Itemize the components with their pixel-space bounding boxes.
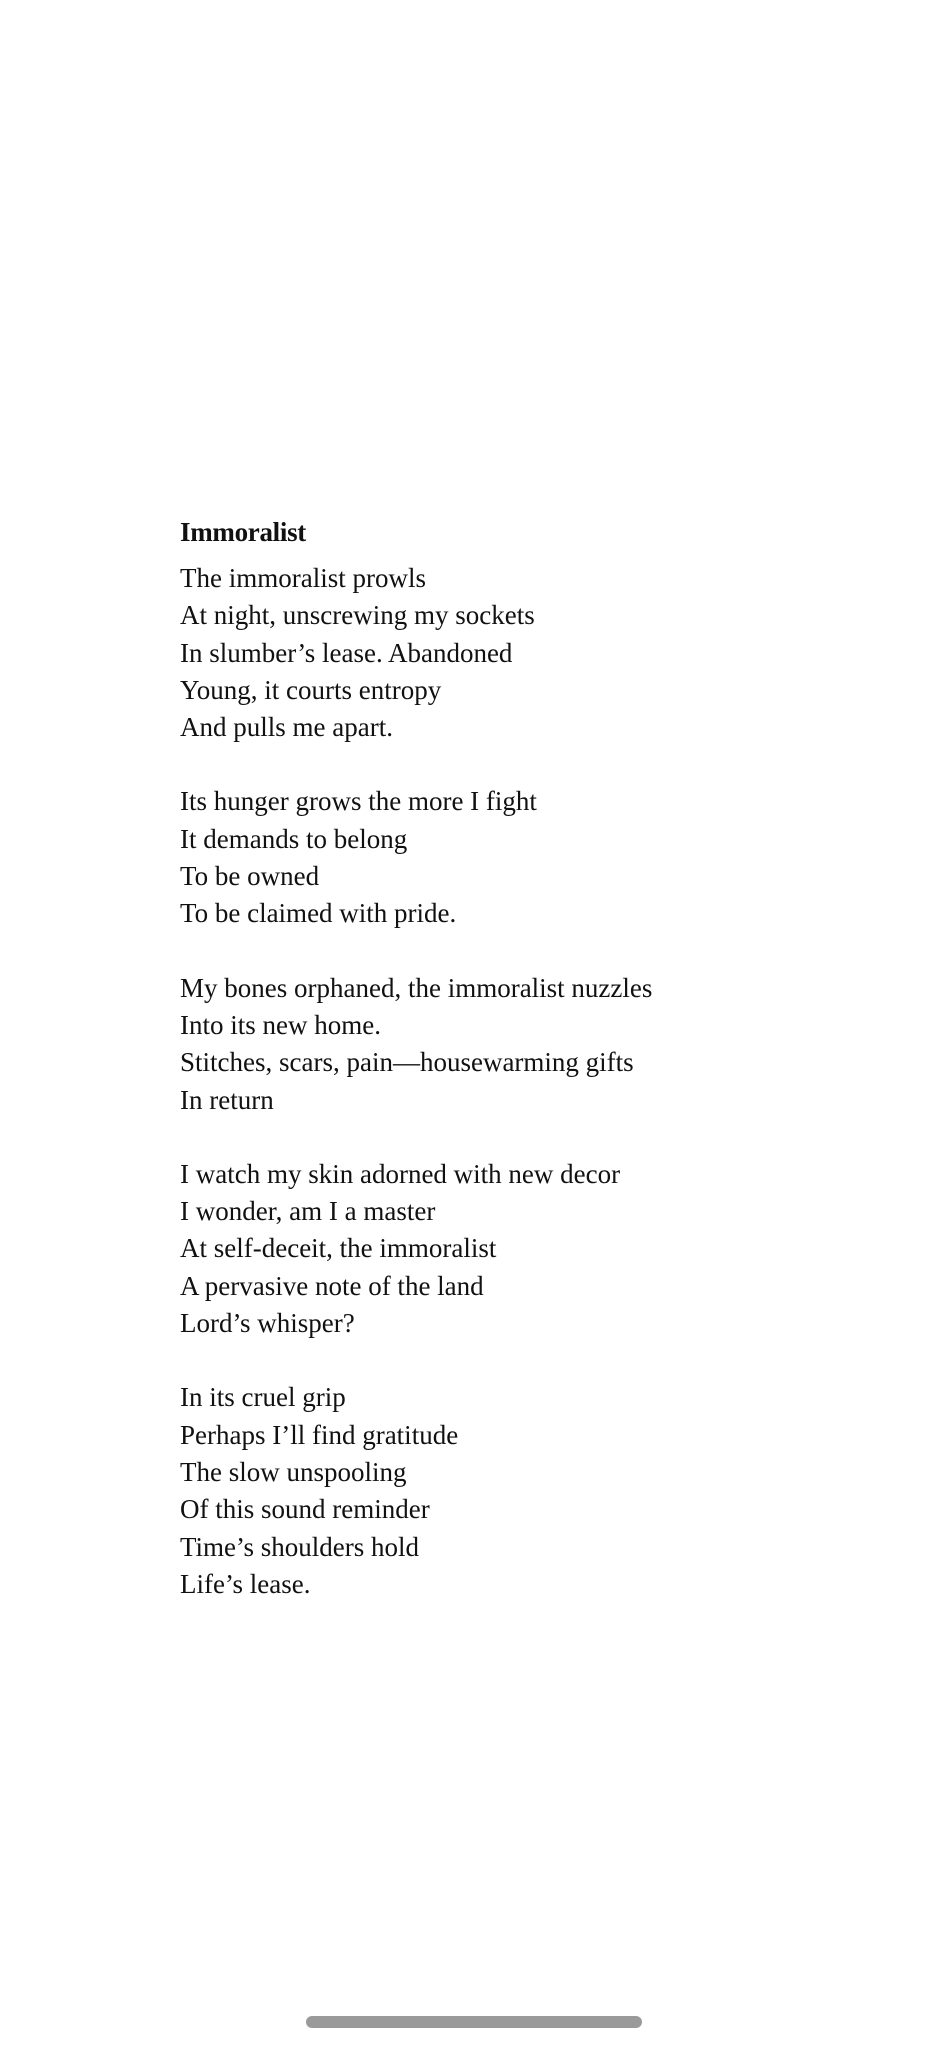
poem-line: A pervasive note of the land (180, 1270, 484, 1301)
stanza-3 (180, 970, 880, 1119)
poem-line: At night, unscrewing my sockets (180, 600, 535, 631)
poem-line: Into its new home. (180, 1009, 381, 1040)
poem-line: My bones orphaned, the immoralist nuzzles (180, 972, 653, 1003)
poem-line: In its cruel grip (180, 1382, 346, 1413)
poem-line: Young, it courts entropy (180, 674, 442, 705)
poem-line: Of this sound reminder (180, 1494, 430, 1525)
poem-line: Lord’s whisper? (180, 1308, 355, 1339)
poem-line: Time’s shoulders hold (180, 1531, 420, 1562)
poem-line: The slow unspooling (180, 1456, 407, 1487)
poem-title: Immoralist (180, 517, 306, 547)
poem-line: Life’s lease. (180, 1568, 311, 1599)
poem-line: At self-deceit, the immoralist (180, 1233, 497, 1264)
stanza-4 (180, 1156, 880, 1342)
poem-line: I watch my skin adorned with new decor (180, 1158, 621, 1189)
stanza-2 (180, 783, 880, 932)
poem (180, 514, 880, 1640)
poem-line: It demands to belong (180, 823, 408, 854)
poem-line: Perhaps I’ll find gratitude (180, 1419, 459, 1450)
poem-line: In slumber’s lease. Abandoned (180, 637, 513, 668)
poem-line: And pulls me apart. (180, 712, 393, 743)
poem-line: Stitches, scars, pain—housewarming gifts (180, 1047, 634, 1078)
stanza-5 (180, 1379, 880, 1603)
poem-line: The immoralist prowls (180, 563, 426, 593)
poem-line: Its hunger grows the more I fight (180, 786, 537, 817)
poem-line: In return (180, 1084, 274, 1115)
stanza-1 (180, 560, 880, 746)
poem-line: I wonder, am I a master (180, 1196, 436, 1227)
poem-line: To be claimed with pride. (180, 898, 457, 929)
home-indicator[interactable] (306, 2016, 642, 2028)
poem-line: To be owned (180, 861, 320, 892)
